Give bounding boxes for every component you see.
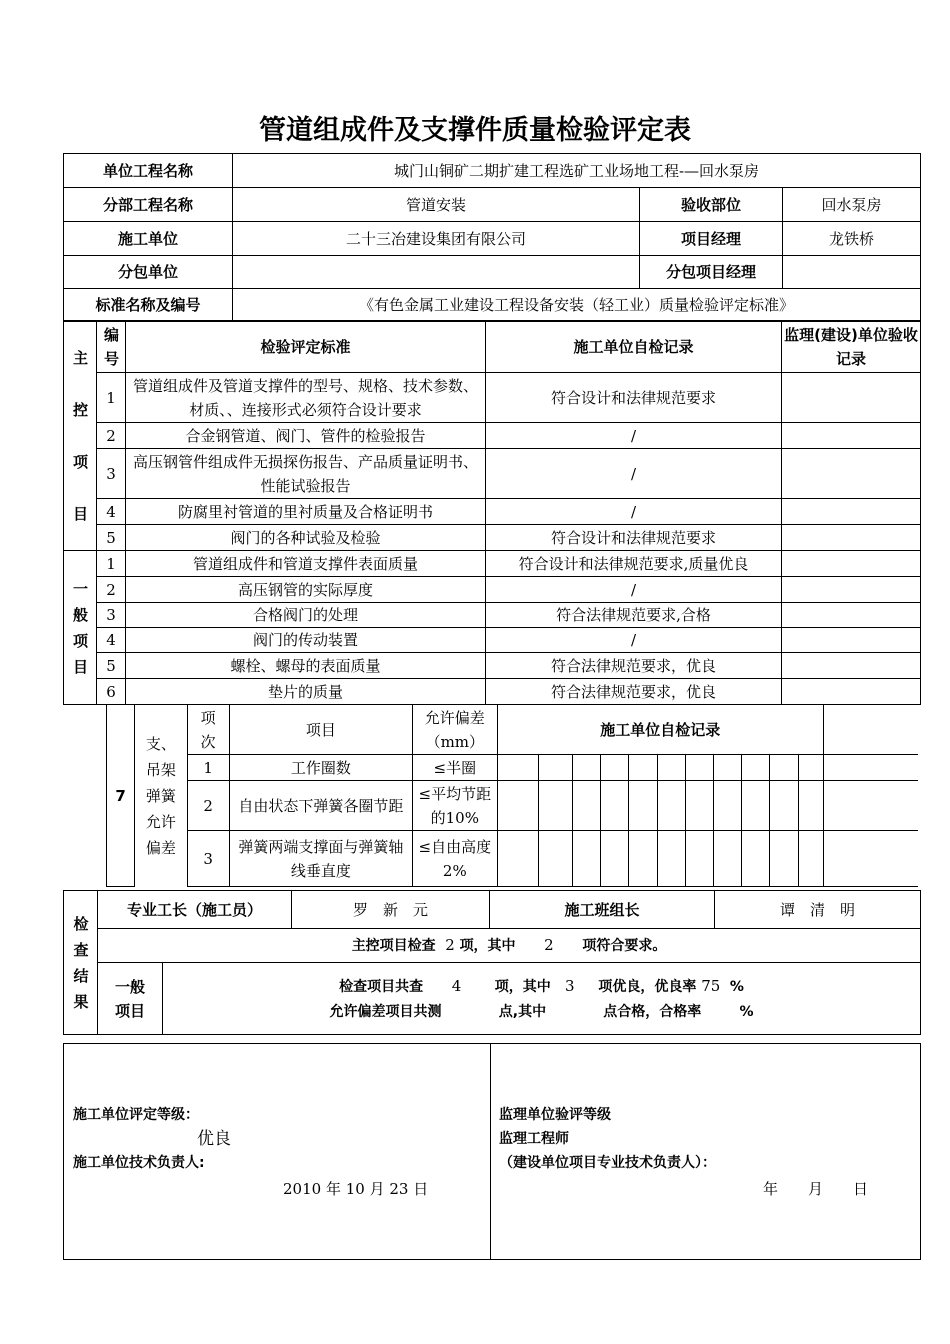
contractor-signature	[73, 1103, 473, 1201]
tolerance-allowance: ≤自由高度2%	[413, 831, 498, 887]
main-section-label: 主控项目	[64, 321, 97, 551]
tolerance-allowance: ≤平均节距的10%	[413, 781, 498, 831]
general-section-label: 一般项目	[64, 551, 97, 705]
item-standard: 高压钢管件组成件无损探伤报告、产品质量证明书、性能试验报告	[126, 449, 486, 499]
table-row	[107, 781, 919, 831]
tolerance-idx: 1	[187, 755, 229, 781]
construction-unit-value: 二十三冶建设集团有限公司	[233, 222, 640, 256]
table-row	[64, 449, 921, 499]
item-acceptance	[782, 577, 921, 603]
table-row	[64, 577, 921, 603]
unit-project-value: 城门山铜矿二期扩建工程选矿工业场地工程-—回水泵房	[233, 154, 921, 188]
tolerance-group-label: 支、吊架弹簧允许偏差	[135, 705, 187, 887]
item-acceptance	[782, 373, 921, 423]
standard-value: 《有色金属工业建设工程设备安装（轻工业）质量检验评定标准》	[233, 289, 921, 322]
team-leader-value: 谭 清 明	[715, 891, 921, 929]
supervisor-date: 年 月 日	[763, 1180, 869, 1198]
item-standard: 合格阀门的处理	[126, 603, 486, 628]
item-record: 符合法律规范要求，优良	[486, 679, 782, 705]
project-manager-value: 龙铁桥	[783, 222, 921, 256]
project-manager-label: 项目经理	[640, 222, 783, 256]
table-row	[64, 628, 921, 653]
col-standard-header: 检验评定标准	[126, 321, 486, 373]
contractor-grade-label: 施工单位评定等级：	[73, 1107, 199, 1123]
item-acceptance	[782, 653, 921, 679]
table-row	[64, 373, 921, 423]
item-no: 2	[97, 577, 126, 603]
subcontractor-label: 分包单位	[64, 256, 233, 289]
foreman-label: 专业工长（施工员）	[98, 891, 292, 929]
tolerance-idx: 2	[187, 781, 229, 831]
foreman-value: 罗 新 元	[292, 891, 490, 929]
item-no: 6	[97, 679, 126, 705]
item-standard: 管道组成件和管道支撑件表面质量	[126, 551, 486, 577]
item-acceptance	[782, 551, 921, 577]
contractor-tech-label: 施工单位技术负责人:	[73, 1155, 205, 1171]
item-acceptance	[782, 423, 921, 449]
item-acceptance	[782, 449, 921, 499]
col-record-header: 施工单位自检记录	[497, 705, 823, 755]
col-no-header: 编号	[97, 321, 126, 373]
item-record: /	[486, 499, 782, 525]
item-record: /	[486, 577, 782, 603]
acceptance-part-label: 验收部位	[640, 188, 783, 222]
item-no: 2	[97, 423, 126, 449]
table-row	[64, 499, 921, 525]
standard-label: 标准名称及编号	[64, 289, 233, 322]
col-self-check-header: 施工单位自检记录	[486, 321, 782, 373]
header-table	[63, 153, 921, 322]
item-standard: 合金钢管道、阀门、管件的检验报告	[126, 423, 486, 449]
general-check-lines: 检查项目共查 4 项，其中 3 项优良，优良率 75 % 允许偏差项目共测 点,其中 点合格，合格率 %	[163, 963, 921, 1035]
col-supervision-header: 监理(建设)单位验收记录	[782, 321, 921, 373]
item-standard: 高压钢管的实际厚度	[126, 577, 486, 603]
sub-project-label: 分部工程名称	[64, 188, 233, 222]
general-label: 一般项目	[98, 963, 163, 1035]
item-no: 5	[97, 525, 126, 551]
table-row	[64, 603, 921, 628]
tolerance-allowance: ≤半圈	[413, 755, 498, 781]
item-record: 符合设计和法律规范要求,质量优良	[486, 551, 782, 577]
record-extra-cell	[823, 705, 918, 755]
item-no: 3	[97, 449, 126, 499]
item-record: 符合设计和法律规范要求	[486, 525, 782, 551]
team-leader-label: 施工班组长	[490, 891, 715, 929]
item-acceptance	[782, 679, 921, 705]
item-no: 3	[97, 603, 126, 628]
item-no: 4	[97, 499, 126, 525]
items-table	[63, 320, 921, 705]
item-acceptance	[782, 499, 921, 525]
item-record: /	[486, 628, 782, 653]
item-record: 符合设计和法律规范要求	[486, 373, 782, 423]
item-no: 4	[97, 628, 126, 653]
sub-manager-label: 分包项目经理	[640, 256, 783, 289]
col-index-header: 项次	[187, 705, 229, 755]
table-row	[64, 679, 921, 705]
item-standard: 螺栓、螺母的表面质量	[126, 653, 486, 679]
sub-project-value: 管道安装	[233, 188, 640, 222]
item-record: /	[486, 449, 782, 499]
main-check-line: 主控项目检查 2 项，其中 2 项符合要求。	[98, 929, 921, 963]
construction-unit-label: 施工单位	[64, 222, 233, 256]
tolerance-item: 工作圈数	[229, 755, 412, 781]
item-record: 符合法律规范要求,合格	[486, 603, 782, 628]
contractor-grade-value: 优良	[197, 1129, 231, 1149]
item-standard: 垫片的质量	[126, 679, 486, 705]
contractor-date: 2010 年 10 月 23 日	[283, 1180, 429, 1198]
item-acceptance	[782, 603, 921, 628]
table-row	[64, 551, 921, 577]
item-record: 符合法律规范要求，优良	[486, 653, 782, 679]
item-no: 5	[97, 653, 126, 679]
tolerance-idx: 3	[187, 831, 229, 887]
unit-project-label: 单位工程名称	[64, 154, 233, 188]
table-row	[107, 831, 919, 887]
supervisor-tech-label: （建设单位项目专业技术负责人）：	[499, 1155, 716, 1171]
col-allowance-header: 允许偏差（mm）	[413, 705, 498, 755]
item-acceptance	[782, 525, 921, 551]
acceptance-part-value: 回水泵房	[783, 188, 921, 222]
tolerance-item: 弹簧两端支撑面与弹簧轴线垂直度	[229, 831, 412, 887]
supervisor-signature	[499, 1103, 909, 1201]
supervisor-engineer-label: 监理工程师	[499, 1131, 569, 1147]
col-item-header: 项目	[229, 705, 412, 755]
tolerance-item: 自由状态下弹簧各圈节距	[229, 781, 412, 831]
subcontractor-value	[233, 256, 640, 289]
item-record: /	[486, 423, 782, 449]
item-standard: 防腐里衬管道的里衬质量及合格证明书	[126, 499, 486, 525]
tolerance-no: 7	[107, 705, 135, 887]
table-row	[64, 423, 921, 449]
item-no: 1	[97, 373, 126, 423]
page-title: 管道组成件及支撑件质量检验评定表	[259, 115, 691, 146]
item-standard: 阀门的各种试验及检验	[126, 525, 486, 551]
item-no: 1	[97, 551, 126, 577]
result-section-label: 检查结果	[64, 891, 98, 1035]
table-row	[107, 755, 919, 781]
table-row	[64, 525, 921, 551]
result-table	[63, 890, 921, 1035]
tolerance-table	[106, 704, 918, 887]
sub-manager-value	[783, 256, 921, 289]
supervisor-grade-label: 监理单位验评等级	[499, 1107, 611, 1123]
table-row	[64, 653, 921, 679]
item-standard: 阀门的传动装置	[126, 628, 486, 653]
item-standard: 管道组成件及管道支撑件的型号、规格、技术参数、材质、、连接形式必须符合设计要求	[126, 373, 486, 423]
item-acceptance	[782, 628, 921, 653]
